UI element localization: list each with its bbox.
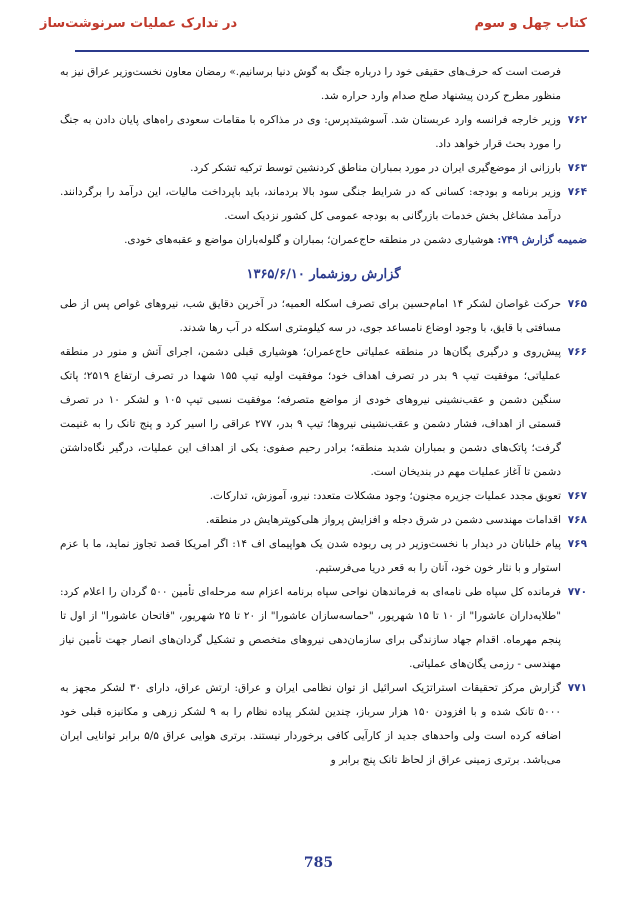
entry-text: تعویق مجدد عملیات جزیره مجنون؛ وجود مشکلات متعدد: نیرو، آموزش، تدارکات. <box>209 490 561 502</box>
entry <box>60 508 587 532</box>
entry-text: وزیر خارجه فرانسه وارد عربستان شد. آسوشیتدپرس: وی در مذاکره با مقامات سعودی راه‌های پایان دادن به جنگ را مورد بحث قرار خواهد داد. <box>60 114 561 150</box>
entry-number: ۷۶۴ <box>567 186 587 198</box>
entries-top <box>60 108 587 228</box>
page-content <box>60 60 587 772</box>
entry-number: ۷۶۷ <box>567 490 587 502</box>
supplement-text: هوشیاری دشمن در منطقه حاج‌عمران؛ بمباران و گلوله‌باران مواضع و عقبه‌های خودی. <box>124 234 498 246</box>
book-title: کتاب چهل و سوم <box>474 16 587 31</box>
entry-text: حرکت غواصان لشکر ۱۴ امام‌حسین برای تصرف اسکله العمیه؛ در آخرین دقایق شب، نیروهای غواص پس از طی مسافتی با قایق، با وجود اوضاع نامساعد جوی، در سه کیلومتری اسکله در آب رها شدند. <box>60 298 561 334</box>
supplement-note <box>60 228 587 252</box>
page-number: 785 <box>303 855 334 871</box>
entry-text: اقدامات مهندسی دشمن در شرق دجله و افزایش پرواز هلی‌کوپترهایش در منطقه. <box>205 514 561 526</box>
entry-number: ۷۶۵ <box>567 298 587 310</box>
entry-text: پیام خلبانان در دیدار با نخست‌وزیر در پی ربوده شدن یک هواپیمای اف ۱۴: اگر امریکا قصد تجاوز نماید، ما با عزم استوار و با نثار خون خود، آنان را به قعر دریا می‌فرستیم. <box>60 538 561 574</box>
entry <box>60 676 587 772</box>
entry-number: ۷۷۰ <box>567 586 587 598</box>
entry-number: ۷۶۹ <box>567 538 587 550</box>
entry-number: ۷۶۲ <box>567 114 587 126</box>
entry <box>60 580 587 676</box>
entry-text: گزارش مرکز تحقیقات استراتژیک اسرائیل از توان نظامی ایران و عراق: ارتش عراق، دارای ۳۰ لشکر مجهز به ۵۰۰۰ تانک شده و با افزودن ۱۵۰ هزار سرباز، چندین لشکر پیاده نظام را به ۹ لشکر زرهی و مکانیزه قبلی خود اضافه کرده است ولی واحدهای جدید از کارآیی کافی برخوردار نیستند. برتری هوایی عراق ۵/۵ برابر توانایی ایران می‌باشد. برتری زمینی عراق از لحاظ تانک پنج برابر و <box>60 682 561 766</box>
entry-text: بارزانی از موضع‌گیری ایران در مورد بمباران مناطق کردنشین توسط ترکیه تشکر کرد. <box>190 162 561 174</box>
page-header <box>40 16 587 38</box>
entry <box>60 292 587 340</box>
entry <box>60 340 587 484</box>
entry <box>60 180 587 228</box>
entry-number: ۷۶۸ <box>567 514 587 526</box>
section-title: در تدارک عملیات سرنوشت‌ساز <box>40 16 238 31</box>
entry-text: فرمانده کل سپاه طی نامه‌ای به فرماندهان نواحی سپاه برنامه اعزام سه مرحله‌ای تأمین ۵۰۰ گردان را اعلام کرد: "طلایه‌داران عاشورا" از ۱۰ تا ۱۵ شهریور، "حماسه‌سازان عاشورا" از ۲۰ تا ۲۵ شهریور، "فاتحان عاشورا" از اول تا پنجم مهرماه. اقدام جهاد سازندگی برای سازمان‌دهی نیروهای متخصص و تشکیل گردان‌های انصار جهت تأمین نیاز مهندسی - رزمی یگان‌های عملیاتی. <box>60 586 562 670</box>
entry <box>60 532 587 580</box>
supplement-label: ضمیمه گزارش ۷۴۹: <box>497 234 587 246</box>
report-title: گزارش روزشمار ۱۳۶۵/۶/۱۰ <box>246 267 401 282</box>
entry-number: ۷۶۳ <box>567 162 587 174</box>
header-divider <box>75 50 589 52</box>
entry-text: پیش‌روی و درگیری یگان‌ها در منطقه عملیاتی حاج‌عمران؛ هوشیاری قبلی دشمن، اجرای آتش و منور در منطقه عملیاتی؛ موفقیت تیپ ۹ بدر در تصرف اهداف خود؛ موفقیت اولیه تیپ ۱۵۵ شهدا در تصرف ارتفاع ۲۵۱۹؛ پاتک سنگین دشمن و عقب‌نشینی نیروهای خودی از مواضع متصرفه؛ موفقیت نسبی تیپ ۱۰۵ و لشکر ۱۰ در تصرف قسمتی از اهداف، فشار دشمن و عقب‌نشینی نیروها؛ تیپ ۹ بدر، ۲۷۷ عراقی را اسیر کرد و پنج تانک را به غنیمت گرفت؛ پاتک‌های دشمن و بمباران شدید منطقه؛ برادر رحیم صفوی: یکی از اهداف این عملیات، درگیر نگاه‌داشتن دشمن تا آغاز عملیات مهم در بندیخان است. <box>60 346 561 478</box>
entry <box>60 108 587 156</box>
entries-list <box>60 292 587 772</box>
entry-number: ۷۷۱ <box>567 682 587 694</box>
entry-number: ۷۶۶ <box>567 346 587 358</box>
entry <box>60 156 587 180</box>
entry <box>60 484 587 508</box>
intro-paragraph: فرصت است که حرف‌های حقیقی خود را درباره جنگ به گوش دنیا برسانیم.» رمضان معاون نخست‌وزیر عراق نیز به منظور مطرح کردن پیشنهاد صلح صدام وارد حراره شد. <box>60 66 561 102</box>
entry-text: وزیر برنامه و بودجه: کسانی که در شرایط جنگی سود بالا بردماند، باید باپرداخت مالیات، این درآمد را برگردانند. درآمد مشاغل بخش خدمات بازرگانی به بودجه عمومی کل کشور نزدیک است. <box>60 186 561 222</box>
